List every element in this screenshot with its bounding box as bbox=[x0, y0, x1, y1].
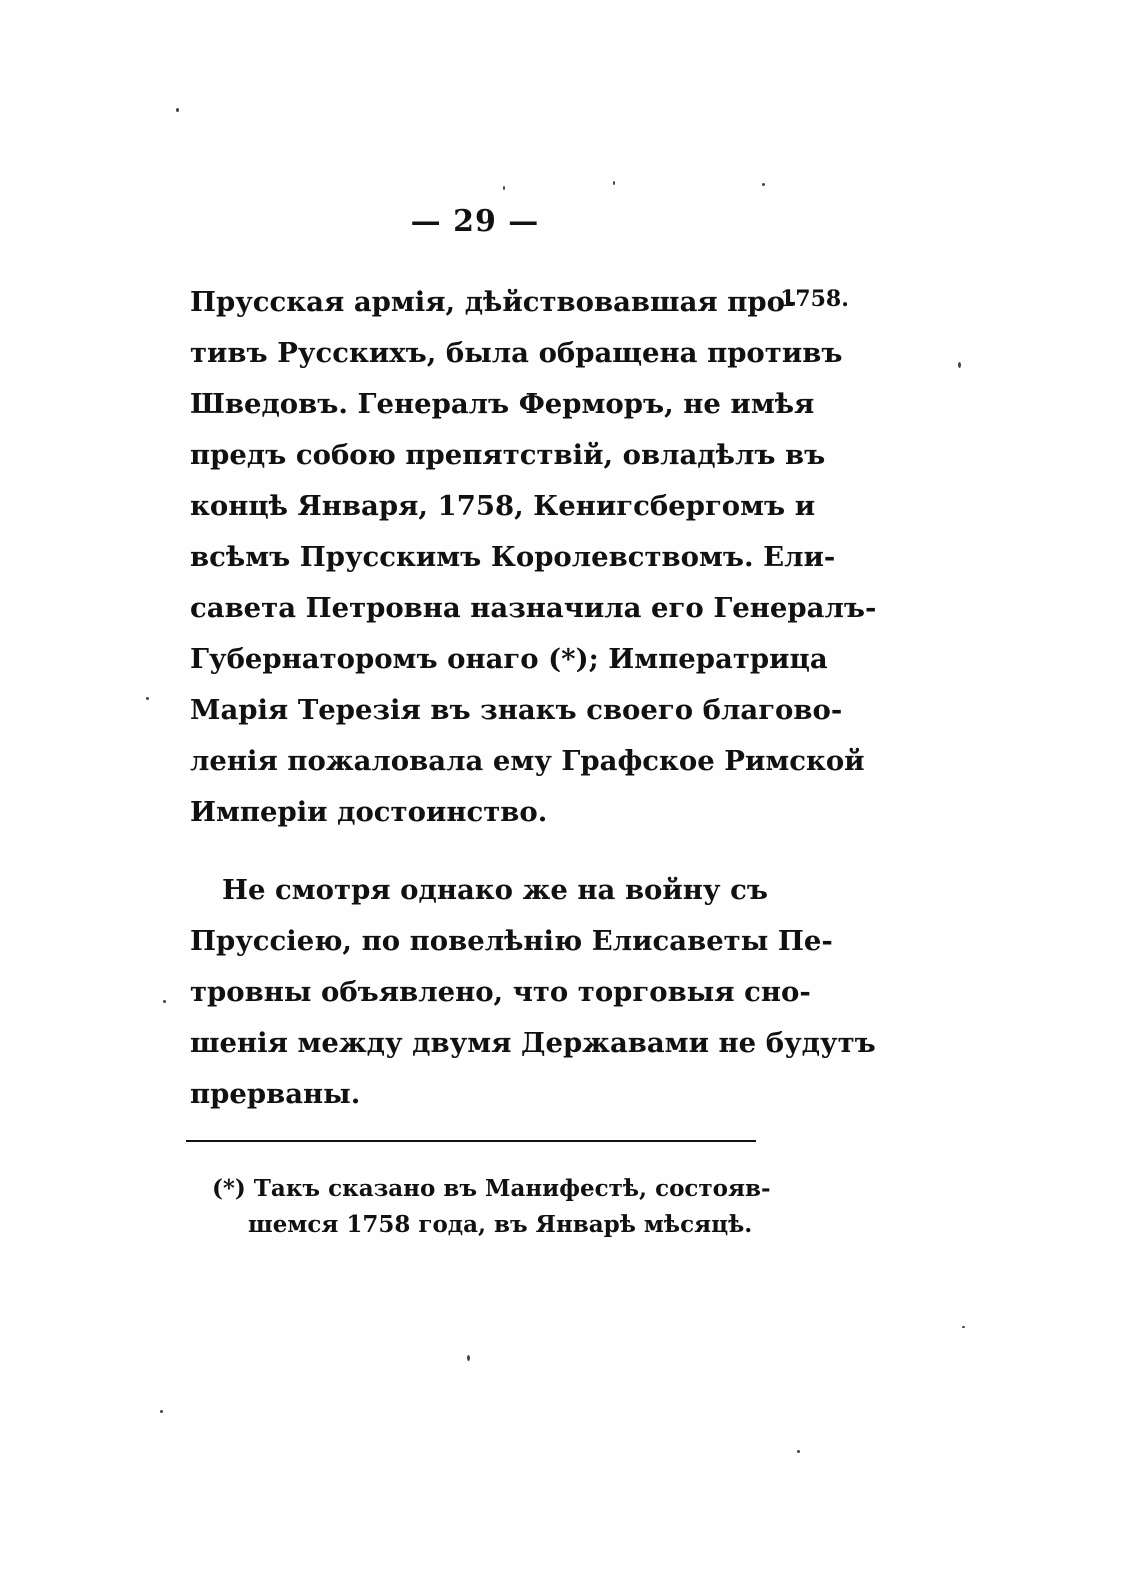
page-number: — 29 — bbox=[410, 204, 540, 239]
scan-speck bbox=[176, 108, 179, 112]
text-line: Марія Терезія въ знакъ своего благово- bbox=[190, 694, 843, 726]
text-line: Имперіи достоинство. bbox=[190, 796, 548, 828]
text-line: всѣмъ Прусскимъ Королевствомъ. Ели- bbox=[190, 541, 836, 573]
text-line: тровны объявлено, что торговыя сно- bbox=[190, 976, 811, 1008]
footnote-divider bbox=[186, 1140, 756, 1142]
scan-speck bbox=[958, 362, 961, 368]
text-line: савета Петровна назначила его Генералъ- bbox=[190, 592, 877, 624]
scan-speck bbox=[613, 181, 615, 185]
scan-speck bbox=[503, 186, 505, 190]
text-line: тивъ Русскихъ, была обращена противъ bbox=[190, 337, 843, 369]
footnote-line: шемся 1758 года, въ Январѣ мѣсяцѣ. bbox=[248, 1211, 753, 1238]
scan-speck bbox=[962, 1326, 965, 1328]
scan-speck bbox=[163, 1000, 166, 1003]
text-line: шенія между двумя Державами не будутъ bbox=[190, 1027, 876, 1059]
text-line: Пруссіею, по повелѣнію Елисаветы Пе- bbox=[190, 925, 833, 957]
text-line: Шведовъ. Генералъ Ферморъ, не имѣя bbox=[190, 388, 815, 420]
text-line: концѣ Января, 1758, Кенигсбергомъ и bbox=[190, 490, 816, 522]
text-line: Губернаторомъ онаго (*); Императрица bbox=[190, 643, 828, 675]
scan-speck bbox=[797, 1450, 800, 1453]
text-line: предъ собою препятствій, овладѣлъ въ bbox=[190, 439, 826, 471]
scan-speck bbox=[467, 1355, 470, 1361]
text-line: ленія пожаловала ему Графское Римской bbox=[190, 745, 865, 777]
text-line: Прусская армія, дѣйствовавшая про- bbox=[190, 286, 797, 318]
scan-speck bbox=[146, 697, 149, 700]
text-line: Не смотря однако же на войну съ bbox=[222, 874, 768, 906]
footnote-line: (*) Такъ сказано въ Манифестѣ, состояв- bbox=[212, 1175, 771, 1202]
margin-year-note: 1758. bbox=[780, 286, 849, 312]
scan-speck bbox=[762, 183, 765, 186]
scan-speck bbox=[160, 1410, 163, 1413]
text-line: прерваны. bbox=[190, 1078, 361, 1110]
